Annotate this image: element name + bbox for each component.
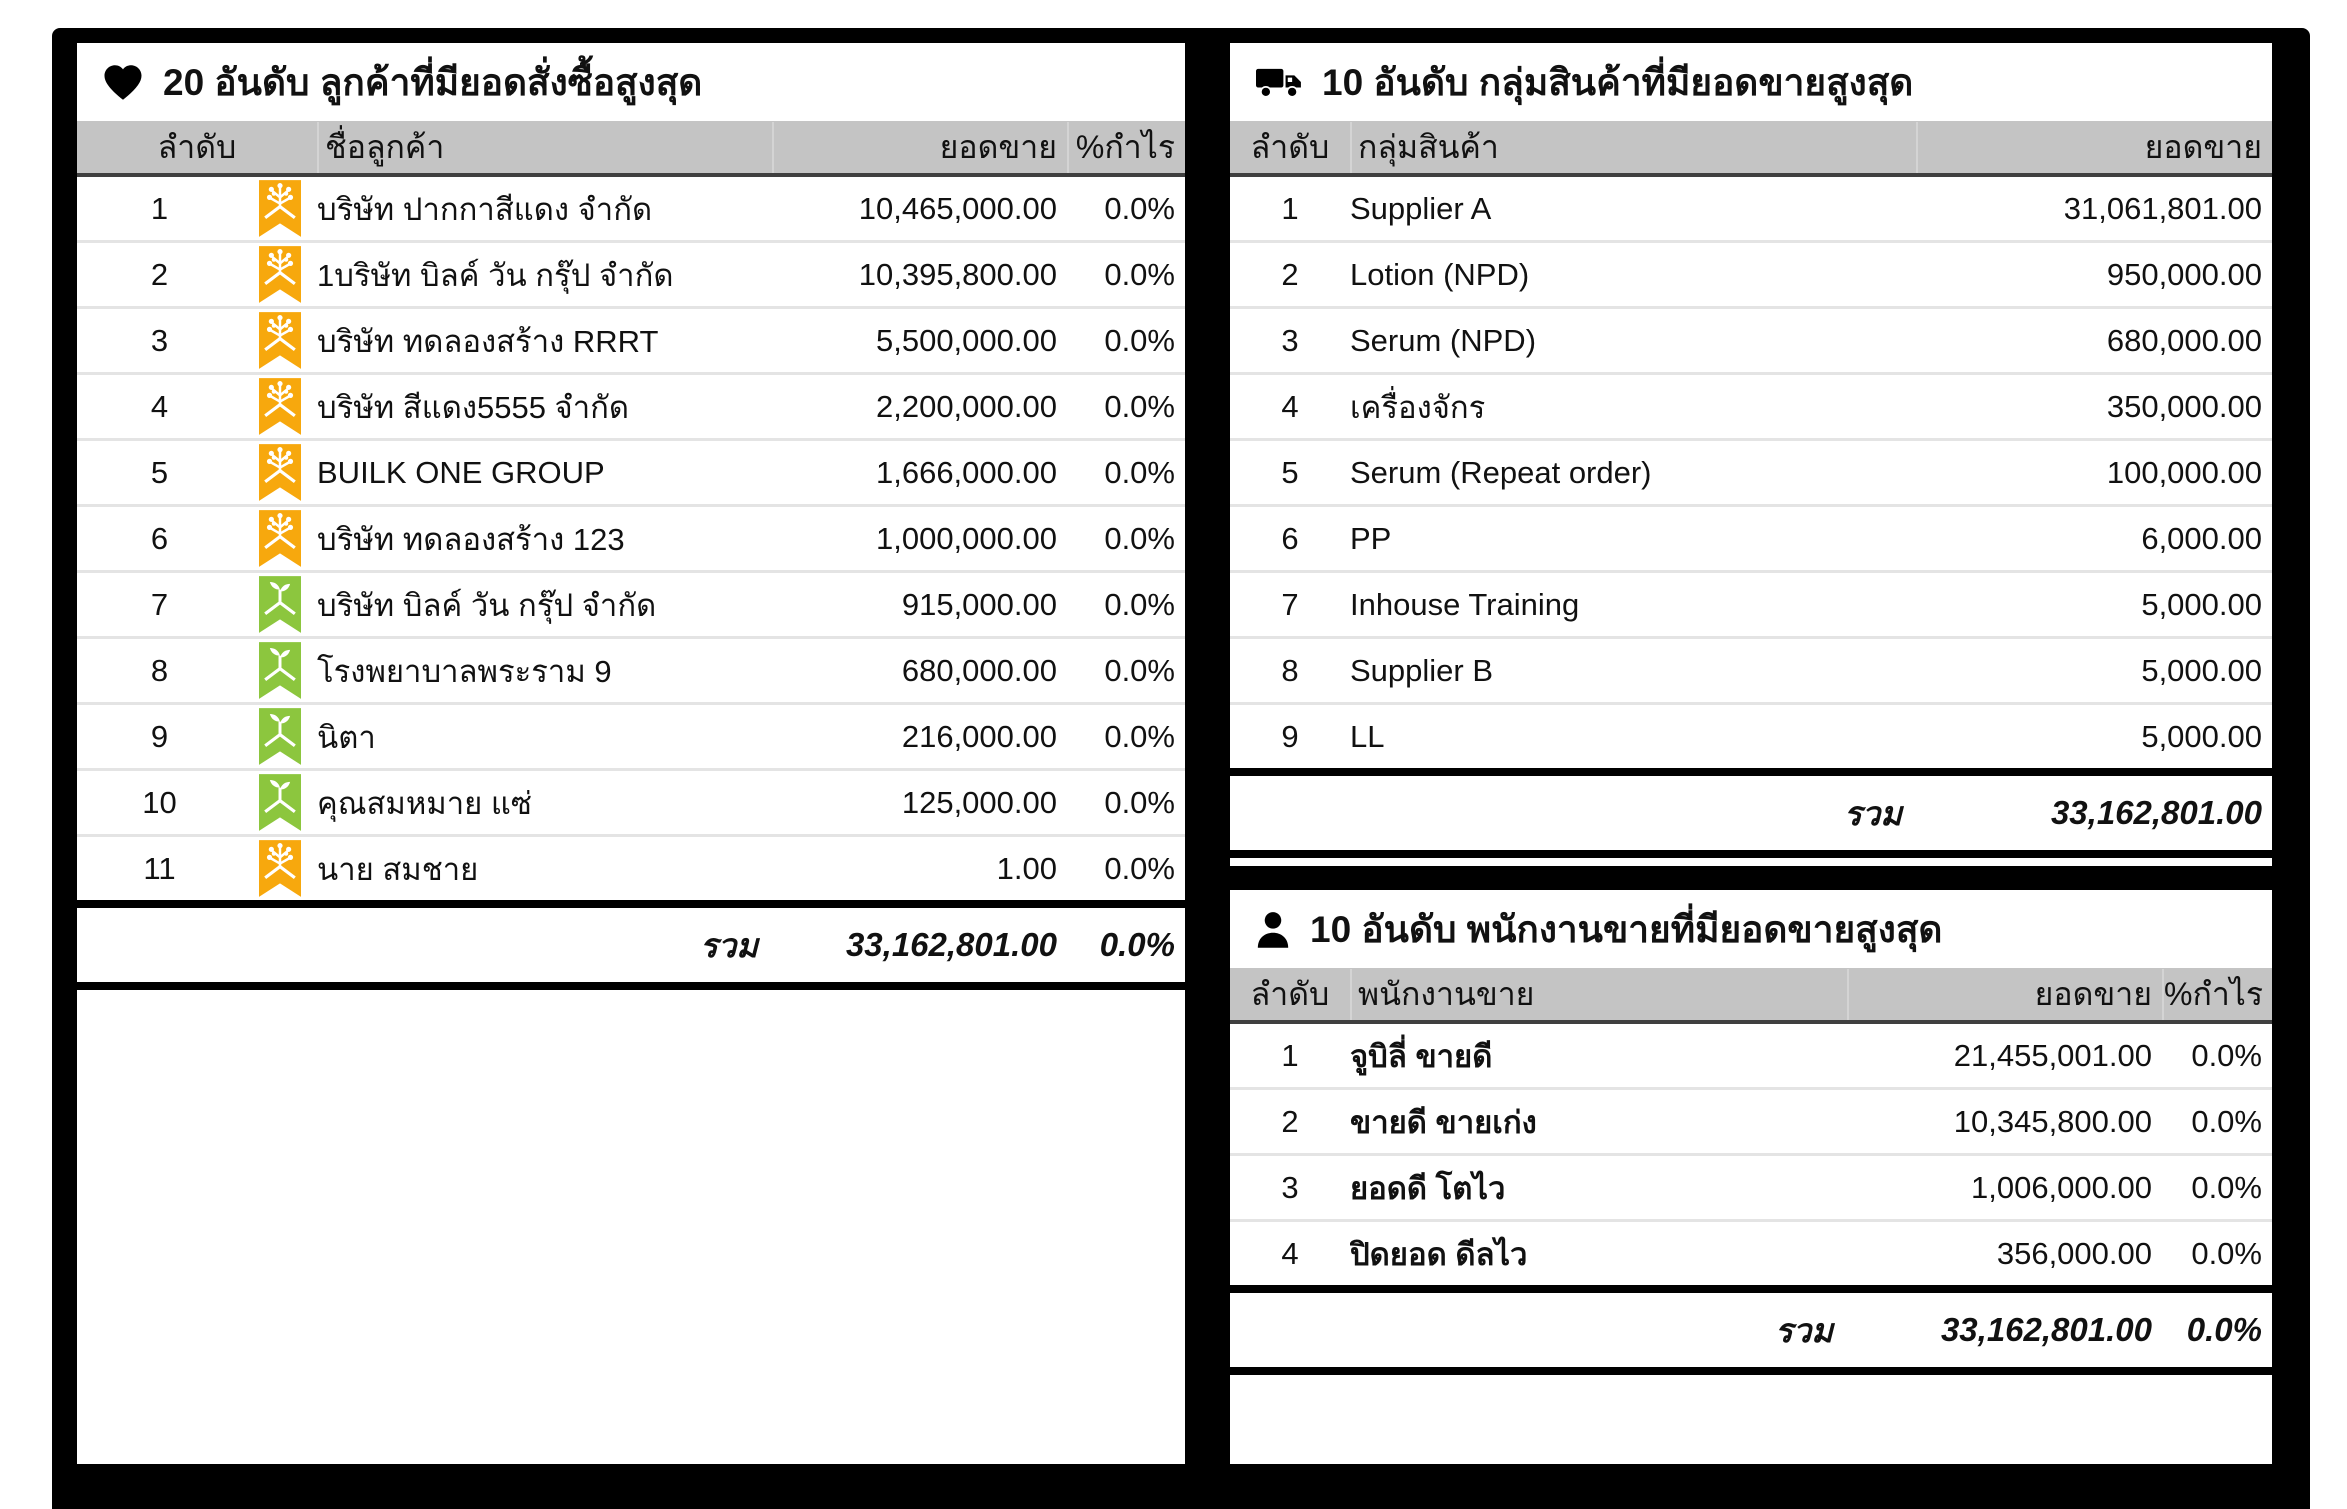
product-group-cell: PP (1350, 520, 1392, 556)
product-table-row (1230, 372, 2272, 438)
customer-name-cell: บริษัท ทดลองสร้าง RRRT (317, 323, 659, 359)
product-table-row (1230, 306, 2272, 372)
products-table-header (1230, 121, 2272, 177)
product-table-row (1230, 438, 2272, 504)
customer-name-cell: นิตา (317, 719, 376, 755)
rank-cell: 8 (1281, 652, 1299, 688)
customers-total-sales: 33,162,801.00 (845, 926, 1057, 963)
top-products-title-text: 10 อันดับ กลุ่มสินค้าที่มียอดขายสูงสุด (1322, 61, 1914, 103)
products-total-sales: 33,162,801.00 (2050, 794, 2262, 831)
salespeople-panel-filler (1230, 1375, 2272, 1464)
person-icon (1256, 911, 1290, 948)
customer-name-cell: 1บริษัท บิลค์ วัน กรุ๊ป จำกัด (317, 257, 674, 293)
sales-cell: 1.00 (996, 850, 1057, 886)
sales-cell: 10,465,000.00 (858, 190, 1057, 226)
rank-cell: 9 (150, 718, 169, 754)
customer-name-cell: บริษัท บิลค์ วัน กรุ๊ป จำกัด (317, 587, 657, 623)
rank-cell: 9 (1281, 718, 1299, 754)
rank-cell: 1 (1281, 1037, 1299, 1073)
rank-cell: 6 (150, 520, 169, 556)
profit-cell: 0.0% (2191, 1103, 2262, 1139)
salesperson-table-row (1230, 1219, 2272, 1285)
product-group-cell: Serum (Repeat order) (1350, 454, 1652, 490)
customer-table-row (77, 768, 1185, 834)
col-profit: %กำไร (1067, 122, 1185, 173)
rank-cell: 8 (150, 652, 169, 688)
rank-cell: 5 (150, 454, 169, 490)
membership-badge-icon (242, 375, 317, 438)
profit-cell: 0.0% (1104, 520, 1175, 556)
membership-badge-icon (242, 309, 317, 372)
customer-name-cell: นาย สมชาย (317, 851, 479, 887)
salesperson-table-row (1230, 1024, 2272, 1087)
product-table-row (1230, 570, 2272, 636)
membership-badge-icon (242, 705, 317, 768)
col-sales: ยอดขาย (1847, 969, 2162, 1020)
salesperson-name-cell: ปิดยอด ดีลไว (1350, 1236, 1528, 1272)
sales-cell: 10,395,800.00 (858, 256, 1057, 292)
profit-cell: 0.0% (1104, 652, 1175, 688)
sales-cell: 680,000.00 (2106, 322, 2262, 358)
sales-cell: 5,000.00 (2141, 652, 2262, 688)
customer-name-cell: โรงพยาบาลพระราม 9 (317, 653, 612, 689)
product-table-row (1230, 702, 2272, 768)
sales-cell: 1,666,000.00 (875, 454, 1057, 490)
products-total-label: รวม (1843, 794, 1902, 832)
rank-cell: 2 (1281, 256, 1299, 292)
col-rank: ลำดับ (1250, 128, 1330, 165)
salespeople-table-body (1230, 1024, 2272, 1285)
products-table-body (1230, 177, 2272, 768)
sales-cell: 21,455,001.00 (1953, 1037, 2152, 1073)
truck-icon (1256, 65, 1302, 99)
top-customers-panel (77, 43, 1185, 1464)
top-customers-title-text: 20 อันดับ ลูกค้าที่มียอดสั่งซื้อสูงสุด (163, 61, 703, 103)
col-rank: ลำดับ (1250, 975, 1330, 1012)
sales-cell: 100,000.00 (2106, 454, 2262, 490)
sales-cell: 2,200,000.00 (875, 388, 1057, 424)
sales-cell: 5,000.00 (2141, 586, 2262, 622)
profit-cell: 0.0% (1104, 322, 1175, 358)
salespeople-total-profit: 0.0% (2186, 1311, 2262, 1348)
customer-table-row (77, 834, 1185, 900)
rank-cell: 6 (1281, 520, 1299, 556)
rank-cell: 1 (1281, 190, 1299, 226)
membership-badge-icon (242, 639, 317, 702)
salesperson-name-cell: ยอดดี โตไว (1350, 1170, 1506, 1206)
membership-badge-icon (242, 243, 317, 306)
product-group-cell: Inhouse Training (1350, 586, 1580, 622)
customer-table-row (77, 636, 1185, 702)
profit-cell: 0.0% (1104, 454, 1175, 490)
customer-table-row (77, 177, 1185, 240)
customers-total-row (77, 900, 1185, 990)
dashboard-card (52, 28, 2310, 1509)
salespeople-total-label: รวม (1774, 1311, 1833, 1349)
sales-cell: 680,000.00 (901, 652, 1057, 688)
customer-table-row (77, 372, 1185, 438)
rank-cell: 4 (1281, 388, 1299, 424)
profit-cell: 0.0% (1104, 256, 1175, 292)
top-customers-title (77, 43, 1185, 121)
col-salesperson: พนักงานขาย (1350, 969, 1847, 1020)
sales-cell: 1,006,000.00 (1970, 1169, 2152, 1205)
sales-cell: 125,000.00 (901, 784, 1057, 820)
customer-name-cell: คุณสมหมาย แซ่ (317, 785, 532, 821)
profit-cell: 0.0% (1104, 850, 1175, 886)
salespeople-total-sales: 33,162,801.00 (1940, 1311, 2152, 1348)
profit-cell: 0.0% (1104, 718, 1175, 754)
rank-cell: 7 (1281, 586, 1299, 622)
sales-cell: 1,000,000.00 (875, 520, 1057, 556)
top-products-panel (1230, 43, 2272, 866)
product-group-cell: Lotion (NPD) (1350, 256, 1530, 292)
product-table-row (1230, 636, 2272, 702)
salesperson-table-row (1230, 1153, 2272, 1219)
customers-table-body (77, 177, 1185, 900)
rank-cell: 2 (150, 256, 169, 292)
top-products-title (1230, 43, 2272, 121)
product-group-cell: Supplier A (1350, 190, 1492, 226)
sales-cell: 356,000.00 (1996, 1235, 2152, 1271)
rank-cell: 4 (150, 388, 169, 424)
rank-cell: 5 (1281, 454, 1299, 490)
customers-total-profit: 0.0% (1099, 926, 1175, 963)
product-group-cell: Serum (NPD) (1350, 322, 1537, 358)
sales-cell: 350,000.00 (2106, 388, 2262, 424)
sales-cell: 10,345,800.00 (1953, 1103, 2152, 1139)
rank-cell: 3 (1281, 322, 1299, 358)
customer-table-row (77, 570, 1185, 636)
top-salespeople-panel (1230, 890, 2272, 1464)
product-table-row (1230, 177, 2272, 240)
sales-cell: 31,061,801.00 (2063, 190, 2262, 226)
customer-table-row (77, 702, 1185, 768)
top-salespeople-title-text: 10 อันดับ พนักงานขายที่มียอดขายสูงสุด (1310, 908, 1943, 950)
col-sales: ยอดขาย (772, 122, 1067, 173)
sales-cell: 6,000.00 (2141, 520, 2262, 556)
profit-cell: 0.0% (1104, 784, 1175, 820)
membership-badge-icon (242, 177, 317, 240)
col-rank: ลำดับ (157, 128, 237, 165)
sales-cell: 216,000.00 (901, 718, 1057, 754)
profit-cell: 0.0% (1104, 190, 1175, 226)
customer-name-cell: บริษัท ทดลองสร้าง 123 (317, 521, 625, 557)
membership-badge-icon (242, 507, 317, 570)
salesperson-table-row (1230, 1087, 2272, 1153)
rank-cell: 7 (150, 586, 169, 622)
rank-cell: 2 (1281, 1103, 1299, 1139)
products-total-row (1230, 768, 2272, 858)
products-panel-padding (1230, 858, 2272, 866)
customers-panel-filler (77, 990, 1185, 1464)
product-table-row (1230, 240, 2272, 306)
membership-badge-icon (242, 573, 317, 636)
sales-cell: 950,000.00 (2106, 256, 2262, 292)
customer-table-row (77, 240, 1185, 306)
profit-cell: 0.0% (1104, 388, 1175, 424)
col-profit: %กำไร (2162, 969, 2272, 1020)
profit-cell: 0.0% (1104, 586, 1175, 622)
profit-cell: 0.0% (2191, 1037, 2262, 1073)
membership-badge-icon (242, 837, 317, 900)
product-table-row (1230, 504, 2272, 570)
salespeople-total-row (1230, 1285, 2272, 1375)
customer-name-cell: บริษัท สีแดง5555 จำกัด (317, 389, 630, 425)
product-group-cell: เครื่องจักร (1350, 389, 1486, 425)
col-product-group: กลุ่มสินค้า (1350, 122, 1916, 173)
profit-cell: 0.0% (2191, 1235, 2262, 1271)
customer-table-row (77, 438, 1185, 504)
top-salespeople-title (1230, 890, 2272, 968)
product-group-cell: LL (1350, 718, 1385, 754)
rank-cell: 10 (142, 784, 177, 820)
customer-name-cell: BUILK ONE GROUP (317, 454, 605, 490)
customer-name-cell: บริษัท ปากกาสีแดง จำกัด (317, 191, 653, 227)
sales-cell: 915,000.00 (901, 586, 1057, 622)
sales-cell: 5,000.00 (2141, 718, 2262, 754)
salesperson-name-cell: ขายดี ขายเก่ง (1350, 1104, 1537, 1140)
rank-cell: 1 (150, 190, 169, 226)
col-sales: ยอดขาย (1916, 122, 2272, 173)
rank-cell: 11 (143, 850, 176, 886)
col-customer-name: ชื่อลูกค้า (317, 122, 772, 173)
right-column (1230, 43, 2272, 1464)
rank-cell: 4 (1281, 1235, 1299, 1271)
membership-badge-icon (242, 771, 317, 834)
rank-cell: 3 (1281, 1169, 1299, 1205)
profit-cell: 0.0% (2191, 1169, 2262, 1205)
customer-table-row (77, 306, 1185, 372)
salespeople-table-header (1230, 968, 2272, 1024)
product-group-cell: Supplier B (1350, 652, 1494, 688)
customers-table-header (77, 121, 1185, 177)
heart-icon (103, 64, 143, 101)
customers-total-label: รวม (699, 926, 758, 964)
customer-table-row (77, 504, 1185, 570)
salesperson-name-cell: จูบิลี่ ขายดี (1350, 1038, 1493, 1074)
membership-badge-icon (242, 441, 317, 504)
rank-cell: 3 (150, 322, 169, 358)
sales-cell: 5,500,000.00 (875, 322, 1057, 358)
